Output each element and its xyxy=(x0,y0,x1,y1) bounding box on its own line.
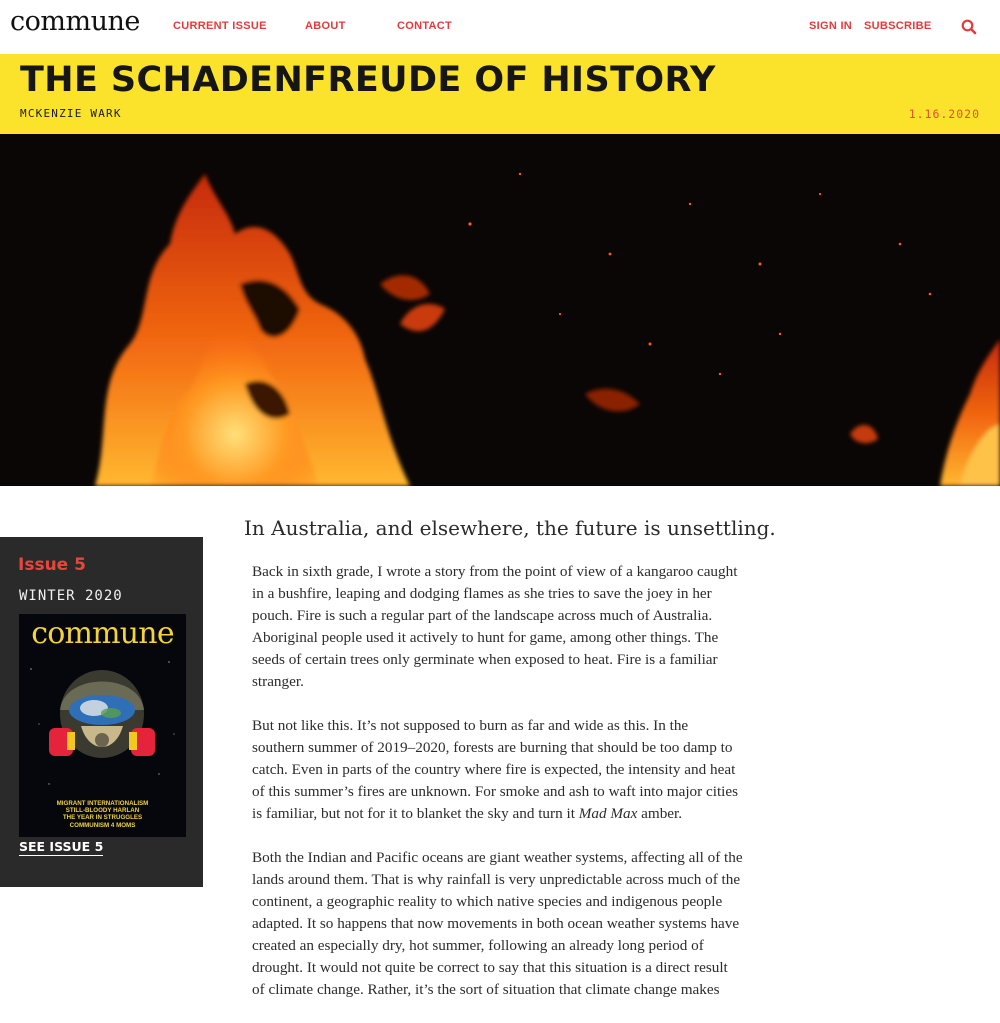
text-line: lands around them. That is why rainfall is very unpredictable across much of the xyxy=(252,871,741,888)
film-title: Mad Max xyxy=(578,805,638,822)
text-line: created an especially dry, hot summer, following an already long period of xyxy=(252,937,704,954)
top-nav xyxy=(0,0,1000,54)
text-line: seeds of certain trees only germinate when exposed to heat. Fire is a familiar xyxy=(252,651,718,668)
see-issue-link[interactable]: SEE ISSUE 5 xyxy=(19,839,104,854)
issue-season: WINTER 2020 xyxy=(19,588,123,604)
text-line: continent, a geographic reality to which native species and indigenous people xyxy=(252,893,723,910)
text-line: pouch. Fire is such a regular part of the landscape across much of Australia. xyxy=(252,607,713,624)
nav-contact[interactable]: CONTACT xyxy=(397,20,453,32)
cover-line: MIGRANT INTERNATIONALISM xyxy=(56,800,149,807)
text-fragment: is familiar, but not for it to blanket the sky and turn it xyxy=(252,805,579,822)
article-dek: In Australia, and elsewhere, the future is unsettling. xyxy=(244,516,776,540)
hero-image xyxy=(0,134,1000,486)
cover-line: COMMUNISM 4 MOMS xyxy=(69,821,136,829)
text-line: of this summer’s fires are unknown. For smoke and ash to waft into major cities xyxy=(252,783,739,800)
text-line: But not like this. It’s not supposed to burn as far and wide as this. In the xyxy=(252,717,689,734)
issue-cover[interactable] xyxy=(19,614,186,837)
article-title: THE SCHADENFREUDE OF HISTORY xyxy=(20,60,716,100)
text-fragment: amber. xyxy=(637,805,683,822)
text-line: southern summer of 2019–2020, forests are burning that should be too damp to xyxy=(252,739,733,756)
paragraph xyxy=(252,847,752,1001)
text-line: catch. Even in parts of the country where fire is expected, the intensity and heat xyxy=(252,761,736,778)
text-line: Aboriginal people used it actively to hunt for game, among other things. The xyxy=(252,629,719,646)
nav-about[interactable]: ABOUT xyxy=(305,20,346,32)
author-byline[interactable]: MCKENZIE WARK xyxy=(20,107,122,120)
text-line: stranger. xyxy=(252,673,304,690)
text-line: adapted. It so happens that now movements in both ocean weather systems have xyxy=(252,915,740,932)
text-line: in a bushfire, leaping and dodging flames as she tries to save the joey in her xyxy=(252,585,712,602)
cover-title: commune xyxy=(31,616,174,651)
cover-line: STILL-BLOODY HARLAN xyxy=(65,807,140,815)
publish-date: 1.16.2020 xyxy=(908,107,980,121)
search-icon xyxy=(960,18,978,36)
site-logo[interactable]: commune xyxy=(10,6,140,37)
issue-number: Issue 5 xyxy=(18,555,86,575)
text-line xyxy=(252,803,752,825)
nav-current-issue[interactable]: CURRENT ISSUE xyxy=(173,20,267,32)
paragraph xyxy=(252,715,752,825)
nav-subscribe[interactable]: SUBSCRIBE xyxy=(864,20,932,32)
paragraph xyxy=(252,561,752,693)
article-body xyxy=(252,561,752,1023)
text-line: drought. It would not quite be correct to say that this situation is a direct result xyxy=(252,959,728,976)
fire-illustration xyxy=(0,134,1000,486)
nav-sign-in[interactable]: SIGN IN xyxy=(809,20,853,32)
cover-headlines xyxy=(19,800,186,829)
search-button[interactable] xyxy=(960,18,978,36)
issue-promo xyxy=(0,537,203,887)
cover-line: THE YEAR IN STRUGGLES xyxy=(62,814,143,822)
text-line: of climate change. Rather, it’s the sort of situation that climate change makes xyxy=(252,981,720,998)
text-line: Both the Indian and Pacific oceans are giant weather systems, affecting all of the xyxy=(252,849,743,866)
text-line: Back in sixth grade, I wrote a story from the point of view of a kangaroo caught xyxy=(252,563,738,580)
title-band xyxy=(0,54,1000,134)
